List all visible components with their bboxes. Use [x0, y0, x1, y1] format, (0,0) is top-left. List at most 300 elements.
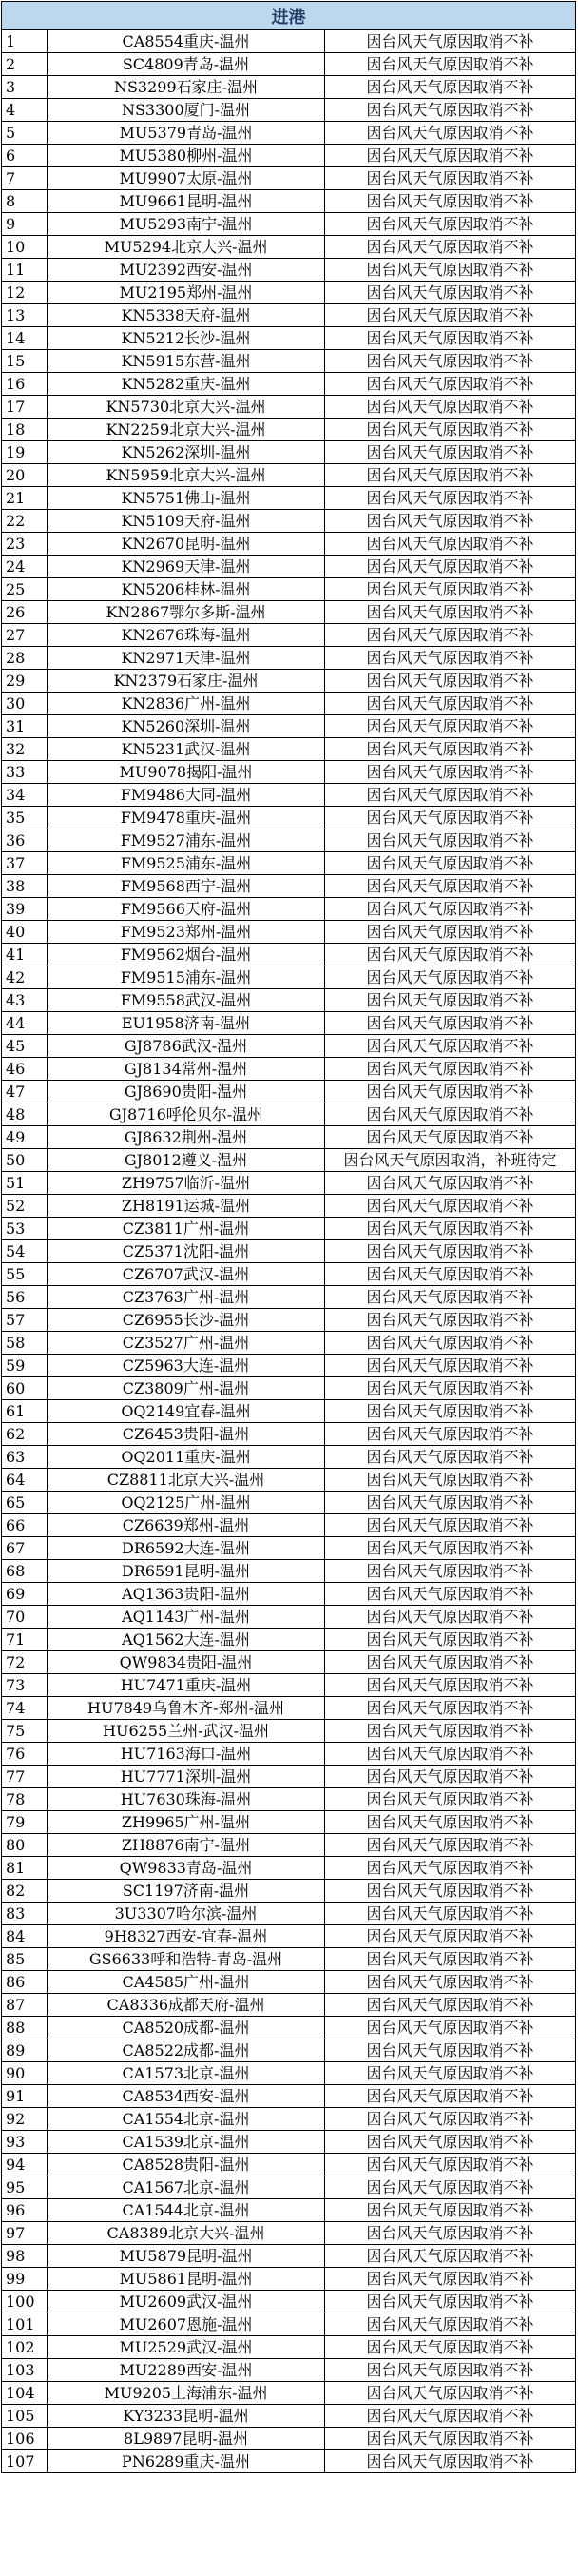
cancellation-reason-cell: 因台风天气原因取消不补	[325, 53, 576, 76]
cancellation-reason-cell: 因台风天气原因取消不补	[325, 1537, 576, 1560]
cancellation-reason-cell: 因台风天气原因取消不补	[325, 1629, 576, 1651]
table-row	[2, 1286, 576, 1309]
cancellation-reason-cell: 因台风天气原因取消不补	[325, 647, 576, 670]
row-number-cell: 63	[2, 1446, 48, 1469]
cancellation-reason-cell: 因台风天气原因取消不补	[325, 1377, 576, 1400]
cancellation-reason-cell: 因台风天气原因取消不补	[325, 213, 576, 236]
flight-route-cell: KN5915东营-温州	[48, 350, 325, 373]
table-row	[2, 1446, 576, 1469]
table-row	[2, 2313, 576, 2336]
row-number-cell: 27	[2, 624, 48, 647]
cancellation-reason-cell: 因台风天气原因取消不补	[325, 1674, 576, 1697]
row-number-cell: 6	[2, 145, 48, 167]
cancellation-reason-cell: 因台风天气原因取消不补	[325, 807, 576, 829]
row-number-cell: 13	[2, 304, 48, 327]
row-number-cell: 60	[2, 1377, 48, 1400]
flight-route-cell: CZ3809广州-温州	[48, 1377, 325, 1400]
flight-route-cell: MU2289西安-温州	[48, 2359, 325, 2382]
table-row	[2, 1514, 576, 1537]
cancellation-reason-cell: 因台风天气原因取消不补	[325, 2405, 576, 2428]
cancellation-reason-cell: 因台风天气原因取消不补	[325, 1492, 576, 1514]
row-number-cell: 74	[2, 1697, 48, 1720]
flight-route-cell: KN5109天府-温州	[48, 510, 325, 533]
cancellation-reason-cell: 因台风天气原因取消不补	[325, 898, 576, 921]
flight-route-cell: CA8554重庆-温州	[48, 30, 325, 53]
table-row	[2, 145, 576, 167]
cancellation-reason-cell: 因台风天气原因取消不补	[325, 1355, 576, 1377]
flight-route-cell: GJ8690贵阳-温州	[48, 1081, 325, 1103]
row-number-cell: 56	[2, 1286, 48, 1309]
table-row	[2, 304, 576, 327]
flight-route-cell: 8L9897昆明-温州	[48, 2428, 325, 2450]
flight-route-cell: KN5959北京大兴-温州	[48, 464, 325, 487]
row-number-cell: 65	[2, 1492, 48, 1514]
row-number-cell: 100	[2, 2291, 48, 2313]
row-number-cell: 101	[2, 2313, 48, 2336]
row-number-cell: 52	[2, 1195, 48, 1218]
row-number-cell: 72	[2, 1651, 48, 1674]
flight-route-cell: AQ1562大连-温州	[48, 1629, 325, 1651]
cancellation-reason-cell: 因台风天气原因取消不补	[325, 487, 576, 510]
row-number-cell: 82	[2, 1880, 48, 1903]
flight-route-cell: FM9558武汉-温州	[48, 989, 325, 1012]
table-row	[2, 122, 576, 145]
row-number-cell: 53	[2, 1218, 48, 1240]
row-number-cell: 55	[2, 1263, 48, 1286]
table-row	[2, 1149, 576, 1172]
table-row	[2, 213, 576, 236]
row-number-cell: 43	[2, 989, 48, 1012]
cancellation-reason-cell: 因台风天气原因取消不补	[325, 1948, 576, 1971]
row-number-cell: 20	[2, 464, 48, 487]
table-row	[2, 1606, 576, 1629]
table-row	[2, 578, 576, 601]
flight-route-cell: MU5380柳州-温州	[48, 145, 325, 167]
cancellation-reason-cell: 因台风天气原因取消不补	[325, 1606, 576, 1629]
flight-route-cell: GJ8632荆州-温州	[48, 1126, 325, 1149]
flight-route-cell: CA4585广州-温州	[48, 1971, 325, 1994]
table-row	[2, 282, 576, 304]
table-row	[2, 1218, 576, 1240]
cancellation-reason-cell: 因台风天气原因取消不补	[325, 556, 576, 578]
row-number-cell: 5	[2, 122, 48, 145]
table-row	[2, 1583, 576, 1606]
table-row	[2, 2131, 576, 2154]
flight-route-cell: KY3233昆明-温州	[48, 2405, 325, 2428]
table-row	[2, 373, 576, 396]
table-row	[2, 1880, 576, 1903]
cancellation-reason-cell: 因台风天气原因取消不补	[325, 259, 576, 282]
cancellation-reason-cell: 因台风天气原因取消不补	[325, 2268, 576, 2291]
row-number-cell: 23	[2, 533, 48, 556]
table-row	[2, 464, 576, 487]
cancellation-reason-cell: 因台风天气原因取消不补	[325, 1012, 576, 1035]
table-row	[2, 1240, 576, 1263]
cancellation-reason-cell: 因台风天气原因取消不补	[325, 875, 576, 898]
cancellation-reason-cell: 因台风天气原因取消不补	[325, 30, 576, 53]
row-number-cell: 8	[2, 190, 48, 213]
cancellation-reason-cell: 因台风天气原因取消不补	[325, 715, 576, 738]
flight-route-cell: HU7163海口-温州	[48, 1743, 325, 1766]
table-row	[2, 556, 576, 578]
table-row	[2, 921, 576, 944]
cancellation-reason-cell: 因台风天气原因取消不补	[325, 1651, 576, 1674]
flight-route-cell: FM9523郑州-温州	[48, 921, 325, 944]
cancellation-reason-cell: 因台风天气原因取消不补	[325, 2154, 576, 2176]
table-row	[2, 1697, 576, 1720]
cancellation-reason-cell: 因台风天气原因取消不补	[325, 944, 576, 966]
row-number-cell: 41	[2, 944, 48, 966]
cancellation-reason-cell: 因台风天气原因取消不补	[325, 350, 576, 373]
row-number-cell: 78	[2, 1788, 48, 1811]
cancellation-reason-cell: 因台风天气原因取消不补	[325, 1925, 576, 1948]
table-row	[2, 1834, 576, 1857]
flight-route-cell: KN5206桂林-温州	[48, 578, 325, 601]
flight-route-cell: CA8336成都天府-温州	[48, 1994, 325, 2017]
row-number-cell: 99	[2, 2268, 48, 2291]
row-number-cell: 104	[2, 2382, 48, 2405]
flight-route-cell: 9H8327西安-宜春-温州	[48, 1925, 325, 1948]
row-number-cell: 7	[2, 167, 48, 190]
table-row	[2, 396, 576, 419]
table-row	[2, 350, 576, 373]
row-number-cell: 15	[2, 350, 48, 373]
cancellation-reason-cell: 因台风天气原因取消不补	[325, 852, 576, 875]
cancellation-reason-cell: 因台风天气原因取消不补	[325, 829, 576, 852]
flight-route-cell: KN5212长沙-温州	[48, 327, 325, 350]
cancellation-reason-cell: 因台风天气原因取消不补	[325, 1195, 576, 1218]
flight-route-cell: 3U3307哈尔滨-温州	[48, 1903, 325, 1925]
flight-route-cell: KN5262深圳-温州	[48, 441, 325, 464]
row-number-cell: 95	[2, 2176, 48, 2199]
row-number-cell: 84	[2, 1925, 48, 1948]
cancellation-reason-cell: 因台风天气原因取消不补	[325, 2428, 576, 2450]
cancellation-reason-cell: 因台风天气原因取消不补	[325, 1332, 576, 1355]
flight-route-cell: CA8389北京大兴-温州	[48, 2222, 325, 2245]
table-row	[2, 2428, 576, 2450]
cancellation-reason-cell: 因台风天气原因取消不补	[325, 1469, 576, 1492]
flight-route-cell: MU9205上海浦东-温州	[48, 2382, 325, 2405]
table-row	[2, 989, 576, 1012]
row-number-cell: 107	[2, 2450, 48, 2473]
cancellation-reason-cell: 因台风天气原因取消不补	[325, 670, 576, 693]
cancellation-reason-cell: 因台风天气原因取消不补	[325, 2108, 576, 2131]
flight-route-cell: FM9562烟台-温州	[48, 944, 325, 966]
flight-route-cell: KN2836广州-温州	[48, 693, 325, 715]
table-row	[2, 236, 576, 259]
row-number-cell: 105	[2, 2405, 48, 2428]
table-row	[2, 1195, 576, 1218]
cancellation-reason-cell: 因台风天气原因取消不补	[325, 419, 576, 441]
table-row	[2, 624, 576, 647]
table-row	[2, 898, 576, 921]
flight-route-cell: MU9907太原-温州	[48, 167, 325, 190]
row-number-cell: 86	[2, 1971, 48, 1994]
table-row	[2, 1651, 576, 1674]
header-row	[2, 2, 576, 30]
flight-route-cell: OQ2125广州-温州	[48, 1492, 325, 1514]
flight-route-cell: KN2259北京大兴-温州	[48, 419, 325, 441]
row-number-cell: 16	[2, 373, 48, 396]
row-number-cell: 22	[2, 510, 48, 533]
flight-route-cell: CA8534西安-温州	[48, 2085, 325, 2108]
flight-route-cell: NS3300厦门-温州	[48, 99, 325, 122]
row-number-cell: 29	[2, 670, 48, 693]
cancellation-reason-cell: 因台风天气原因取消不补	[325, 2245, 576, 2268]
table-row	[2, 875, 576, 898]
row-number-cell: 3	[2, 76, 48, 99]
table-row	[2, 53, 576, 76]
cancellation-reason-cell: 因台风天气原因取消不补	[325, 2085, 576, 2108]
cancellation-table	[1, 1, 576, 2473]
table-row	[2, 2039, 576, 2062]
row-number-cell: 12	[2, 282, 48, 304]
table-row	[2, 693, 576, 715]
row-number-cell: 83	[2, 1903, 48, 1925]
row-number-cell: 1	[2, 30, 48, 53]
flight-route-cell: MU5879昆明-温州	[48, 2245, 325, 2268]
flight-route-cell: GJ8716呼伦贝尔-温州	[48, 1103, 325, 1126]
row-number-cell: 70	[2, 1606, 48, 1629]
table-row	[2, 1629, 576, 1651]
table-row	[2, 487, 576, 510]
row-number-cell: 47	[2, 1081, 48, 1103]
table-row	[2, 829, 576, 852]
row-number-cell: 35	[2, 807, 48, 829]
cancellation-reason-cell: 因台风天气原因取消不补	[325, 145, 576, 167]
table-row	[2, 510, 576, 533]
row-number-cell: 61	[2, 1400, 48, 1423]
flight-route-cell: QW9833青岛-温州	[48, 1857, 325, 1880]
row-number-cell: 18	[2, 419, 48, 441]
flight-route-cell: GJ8012遵义-温州	[48, 1149, 325, 1172]
row-number-cell: 75	[2, 1720, 48, 1743]
row-number-cell: 64	[2, 1469, 48, 1492]
flight-route-cell: MU5379青岛-温州	[48, 122, 325, 145]
row-number-cell: 54	[2, 1240, 48, 1263]
cancellation-reason-cell: 因台风天气原因取消不补	[325, 2176, 576, 2199]
flight-route-cell: KN5260深圳-温州	[48, 715, 325, 738]
table-row	[2, 1126, 576, 1149]
cancellation-reason-cell: 因台风天气原因取消不补	[325, 2359, 576, 2382]
row-number-cell: 46	[2, 1058, 48, 1081]
table-row	[2, 1103, 576, 1126]
flight-route-cell: MU2195郑州-温州	[48, 282, 325, 304]
cancellation-reason-cell: 因台风天气原因取消不补	[325, 441, 576, 464]
cancellation-reason-cell: 因台风天气原因取消不补	[325, 693, 576, 715]
row-number-cell: 71	[2, 1629, 48, 1651]
table-row	[2, 2291, 576, 2313]
cancellation-reason-cell: 因台风天气原因取消不补	[325, 190, 576, 213]
row-number-cell: 57	[2, 1309, 48, 1332]
flight-route-cell: FM9568西宁-温州	[48, 875, 325, 898]
row-number-cell: 67	[2, 1537, 48, 1560]
table-row	[2, 1720, 576, 1743]
flight-route-cell: GJ8134常州-温州	[48, 1058, 325, 1081]
flight-route-cell: OQ2011重庆-温州	[48, 1446, 325, 1469]
cancellation-reason-cell: 因台风天气原因取消不补	[325, 1446, 576, 1469]
flight-route-cell: KN5751佛山-温州	[48, 487, 325, 510]
row-number-cell: 34	[2, 784, 48, 807]
cancellation-reason-cell: 因台风天气原因取消不补	[325, 1240, 576, 1263]
flight-route-cell: KN2867鄂尔多斯-温州	[48, 601, 325, 624]
row-number-cell: 33	[2, 761, 48, 784]
table-row	[2, 1492, 576, 1514]
row-number-cell: 97	[2, 2222, 48, 2245]
table-row	[2, 2405, 576, 2428]
cancellation-reason-cell: 因台风天气原因取消不补	[325, 1218, 576, 1240]
cancellation-reason-cell: 因台风天气原因取消不补	[325, 76, 576, 99]
cancellation-reason-cell: 因台风天气原因取消不补	[325, 1903, 576, 1925]
row-number-cell: 10	[2, 236, 48, 259]
cancellation-reason-cell: 因台风天气原因取消不补	[325, 1971, 576, 1994]
table-row	[2, 533, 576, 556]
row-number-cell: 77	[2, 1766, 48, 1788]
table-body	[2, 30, 576, 2473]
cancellation-reason-cell: 因台风天气原因取消不补	[325, 1788, 576, 1811]
flight-route-cell: FM9486大同-温州	[48, 784, 325, 807]
cancellation-reason-cell: 因台风天气原因取消不补	[325, 2291, 576, 2313]
row-number-cell: 73	[2, 1674, 48, 1697]
flight-route-cell: CZ5371沈阳-温州	[48, 1240, 325, 1263]
cancellation-reason-cell: 因台风天气原因取消不补	[325, 2131, 576, 2154]
flight-route-cell: HU7849乌鲁木齐-郑州-温州	[48, 1697, 325, 1720]
cancellation-reason-cell: 因台风天气原因取消不补	[325, 1423, 576, 1446]
table-row	[2, 784, 576, 807]
row-number-cell: 24	[2, 556, 48, 578]
row-number-cell: 45	[2, 1035, 48, 1058]
row-number-cell: 90	[2, 2062, 48, 2085]
flight-route-cell: FM9566天府-温州	[48, 898, 325, 921]
row-number-cell: 69	[2, 1583, 48, 1606]
flight-route-cell: GS6633呼和浩特-青岛-温州	[48, 1948, 325, 1971]
table-row	[2, 2085, 576, 2108]
row-number-cell: 49	[2, 1126, 48, 1149]
cancellation-reason-cell: 因台风天气原因取消不补	[325, 2062, 576, 2085]
table-row	[2, 327, 576, 350]
row-number-cell: 14	[2, 327, 48, 350]
table-row	[2, 601, 576, 624]
cancellation-reason-cell: 因台风天气原因取消不补	[325, 1994, 576, 2017]
flight-route-cell: CZ5963大连-温州	[48, 1355, 325, 1377]
flight-route-cell: KN2971天津-温州	[48, 647, 325, 670]
table-row	[2, 2382, 576, 2405]
flight-route-cell: KN5282重庆-温州	[48, 373, 325, 396]
cancellation-reason-cell: 因台风天气原因取消不补	[325, 1126, 576, 1149]
cancellation-reason-cell: 因台风天气原因取消不补	[325, 167, 576, 190]
row-number-cell: 2	[2, 53, 48, 76]
table-row	[2, 966, 576, 989]
row-number-cell: 30	[2, 693, 48, 715]
cancellation-reason-cell: 因台风天气原因取消不补	[325, 784, 576, 807]
table-row	[2, 1674, 576, 1697]
table-row	[2, 1377, 576, 1400]
table-row	[2, 715, 576, 738]
row-number-cell: 39	[2, 898, 48, 921]
cancellation-reason-cell: 因台风天气原因取消不补	[325, 578, 576, 601]
flight-route-cell: CZ6453贵阳-温州	[48, 1423, 325, 1446]
flight-route-cell: SC1197济南-温州	[48, 1880, 325, 1903]
table-row	[2, 1400, 576, 1423]
flight-route-cell: KN2676珠海-温州	[48, 624, 325, 647]
row-number-cell: 81	[2, 1857, 48, 1880]
cancellation-reason-cell: 因台风天气原因取消不补	[325, 1811, 576, 1834]
cancellation-reason-cell: 因台风天气原因取消不补	[325, 966, 576, 989]
cancellation-reason-cell: 因台风天气原因取消不补	[325, 1834, 576, 1857]
row-number-cell: 96	[2, 2199, 48, 2222]
table-row	[2, 2199, 576, 2222]
cancellation-reason-cell: 因台风天气原因取消不补	[325, 1560, 576, 1583]
cancellation-reason-cell: 因台风天气原因取消不补	[325, 1103, 576, 1126]
table-row	[2, 1857, 576, 1880]
cancellation-reason-cell: 因台风天气原因取消不补	[325, 2199, 576, 2222]
flight-route-cell: NS3299石家庄-温州	[48, 76, 325, 99]
row-number-cell: 50	[2, 1149, 48, 1172]
table-row	[2, 1925, 576, 1948]
table-row	[2, 2245, 576, 2268]
flight-route-cell: CA1554北京-温州	[48, 2108, 325, 2131]
row-number-cell: 91	[2, 2085, 48, 2108]
table-row	[2, 2108, 576, 2131]
table-row	[2, 2268, 576, 2291]
row-number-cell: 106	[2, 2428, 48, 2450]
row-number-cell: 94	[2, 2154, 48, 2176]
cancellation-reason-cell: 因台风天气原因取消不补	[325, 989, 576, 1012]
row-number-cell: 85	[2, 1948, 48, 1971]
table-row	[2, 761, 576, 784]
cancellation-reason-cell: 因台风天气原因取消不补	[325, 1172, 576, 1195]
table-row	[2, 738, 576, 761]
flight-route-cell: MU2607恩施-温州	[48, 2313, 325, 2336]
table-row	[2, 1903, 576, 1925]
flight-route-cell: CA8528贵阳-温州	[48, 2154, 325, 2176]
cancellation-reason-cell: 因台风天气原因取消不补	[325, 1263, 576, 1286]
flight-route-cell: MU5294北京大兴-温州	[48, 236, 325, 259]
table-row	[2, 2062, 576, 2085]
row-number-cell: 38	[2, 875, 48, 898]
flight-route-cell: MU5861昆明-温州	[48, 2268, 325, 2291]
flight-route-cell: KN2670昆明-温州	[48, 533, 325, 556]
cancellation-reason-cell: 因台风天气原因取消不补	[325, 2336, 576, 2359]
flight-route-cell: CA8520成都-温州	[48, 2017, 325, 2039]
flight-route-cell: FM9525浦东-温州	[48, 852, 325, 875]
cancellation-reason-cell: 因台风天气原因取消不补	[325, 601, 576, 624]
table-row	[2, 807, 576, 829]
flight-route-cell: FM9478重庆-温州	[48, 807, 325, 829]
flight-route-cell: ZH9757临沂-温州	[48, 1172, 325, 1195]
table-row	[2, 76, 576, 99]
table-row	[2, 167, 576, 190]
row-number-cell: 32	[2, 738, 48, 761]
flight-route-cell: CA1573北京-温州	[48, 2062, 325, 2085]
table-row	[2, 190, 576, 213]
flight-route-cell: CA1539北京-温州	[48, 2131, 325, 2154]
cancellation-reason-cell: 因台风天气原因取消不补	[325, 738, 576, 761]
flight-route-cell: HU7630珠海-温州	[48, 1788, 325, 1811]
flight-route-cell: MU2392西安-温州	[48, 259, 325, 282]
row-number-cell: 102	[2, 2336, 48, 2359]
row-number-cell: 51	[2, 1172, 48, 1195]
row-number-cell: 80	[2, 1834, 48, 1857]
table-row	[2, 670, 576, 693]
flight-route-cell: MU2529武汉-温州	[48, 2336, 325, 2359]
flight-route-cell: ZH8191运城-温州	[48, 1195, 325, 1218]
row-number-cell: 25	[2, 578, 48, 601]
row-number-cell: 62	[2, 1423, 48, 1446]
cancellation-reason-cell: 因台风天气原因取消不补	[325, 1880, 576, 1903]
row-number-cell: 42	[2, 966, 48, 989]
table-title: 进港	[2, 2, 576, 30]
